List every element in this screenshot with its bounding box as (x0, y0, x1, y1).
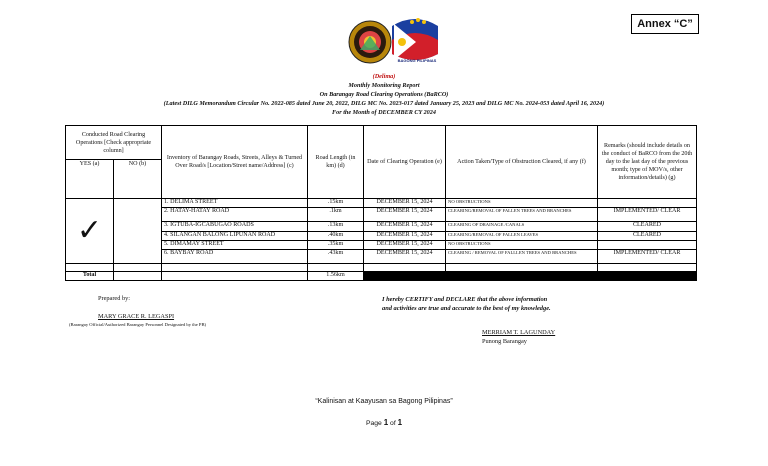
prepared-by-name: MARY GRACE R. LEGASPI (98, 313, 175, 320)
prepared-by-role: (Barangay Official/Authorized Barangay Personnel Designated by the PB) (69, 322, 207, 327)
date-header: Date of Clearing Operation (e) (364, 126, 446, 199)
action-taken: CLEARING OF DRAINAGE /CANALS (446, 222, 598, 232)
total-label: Total (66, 272, 114, 281)
action-taken: NO OBSTRUCTIONS (446, 199, 598, 208)
certification-line: I hereby CERTIFY and DECLARE that the above information (382, 296, 548, 303)
road-length: .40km (308, 232, 364, 241)
clearing-date: DECEMBER 15, 2024 (364, 208, 446, 222)
action-taken: CLEARING/REMOVAL OF FALLEN TREES AND BRANCHES (446, 208, 598, 222)
barangay-name: (Delima) (372, 73, 396, 80)
certification-line: and activities are true and accurate to the best of my knowledge. (382, 305, 551, 312)
road-name: 4. SILANGAN BALONG LIPUNAN ROAD (162, 232, 308, 241)
annex-label: Annex “C” (631, 14, 699, 34)
remarks (598, 199, 697, 208)
logo-caption: BAGONG PILIPINAS (397, 58, 437, 63)
remarks (598, 241, 697, 250)
report-title: Monthly Monitoring Report (348, 82, 420, 89)
road-name: 2. HATAY-HATAY ROAD (162, 208, 308, 222)
page-current: 1 (383, 418, 389, 427)
remarks: CLEARED (598, 232, 697, 241)
inventory-header: Inventory of Barangay Roads, Streets, Alleys & Turned Over Road/s [Location/Street name/Address] (c) (162, 126, 308, 199)
action-taken: CLEARING / REMOVAL OF FALLLEN TREES AND BRANCHES (446, 250, 598, 264)
memorandum-reference: (Latest DILG Memorandum Circular No. 2022-085 dated June 20, 2022, DILG MC No. 2023-017 dated January 25, 2023 and DILG MC No. 2024-053 dated April 16, 2024) (163, 100, 605, 107)
clearing-date: DECEMBER 15, 2024 (364, 222, 446, 232)
road-length: .35km (308, 241, 364, 250)
road-name: 3. IGTUBA-IGCABUGAO ROADS (162, 222, 308, 232)
total-length: 1.56km (308, 272, 364, 281)
road-clearing-table (65, 125, 697, 281)
page-number (0, 418, 768, 427)
table-row (66, 199, 697, 208)
action-taken: NO OBSTRUCTIONS (446, 241, 598, 250)
page-of: of (388, 420, 398, 427)
yes-check-cell (66, 199, 114, 264)
certification-statement (382, 295, 551, 313)
yes-header: YES (a) (66, 160, 114, 199)
remarks-header: Remarks (should include details on the conduct of BaRCO from the 20th day to the last day of the previous month; type of MOV/s, other information/details) (g) (598, 126, 697, 199)
length-header: Road Length (in km) (d) (308, 126, 364, 199)
prepared-by-label: Prepared by: (98, 295, 130, 302)
no-header: NO (b) (114, 160, 162, 199)
road-length: .43km (308, 250, 364, 264)
page-total: 1 (397, 418, 403, 427)
remarks: IMPLEMENTED/ CLEAR (598, 208, 697, 222)
conducted-header: Conducted Road Clearing Operations [Check appropriate column] (66, 126, 162, 160)
road-name: 5. DIMAMAY STREET (162, 241, 308, 250)
approver-role: Punong Barangay (482, 338, 527, 345)
motto: “Kalinisan at Kaayusan sa Bagong Pilipinas” (315, 398, 453, 405)
clearing-date: DECEMBER 15, 2024 (364, 241, 446, 250)
remarks: IMPLEMENTED/ CLEAR (598, 250, 697, 264)
road-name: 1. DELIMA STREET (162, 199, 308, 208)
report-subtitle: On Barangay Road Clearing Operations (BaRCO) (319, 91, 449, 98)
road-length: .15km (308, 199, 364, 208)
clearing-date: DECEMBER 15, 2024 (364, 232, 446, 241)
action-taken: CLEARING/REMOVAL OF FALLEN LEAVES (446, 232, 598, 241)
total-row (66, 272, 697, 281)
table-row (66, 264, 697, 272)
approver-name: MERRIAM T. LAGUNDAY (482, 329, 556, 336)
clearing-date: DECEMBER 15, 2024 (364, 199, 446, 208)
clearing-date: DECEMBER 15, 2024 (364, 250, 446, 264)
barangay-seal-icon (348, 20, 392, 64)
action-header: Action Taken/Type of Obstruction Cleared, if any (f) (446, 126, 598, 199)
no-check-cell (114, 199, 162, 264)
total-blackout (364, 272, 697, 281)
report-period: For the Month of DECEMBER CY 2024 (332, 109, 436, 116)
checkmark-icon: ✓ (76, 213, 103, 248)
road-name: 6. BAYBAY ROAD (162, 250, 308, 264)
page-prefix: Page (365, 420, 384, 427)
remarks: CLEARED (598, 222, 697, 232)
road-length: .13km (308, 222, 364, 232)
road-length: .1km (308, 208, 364, 222)
